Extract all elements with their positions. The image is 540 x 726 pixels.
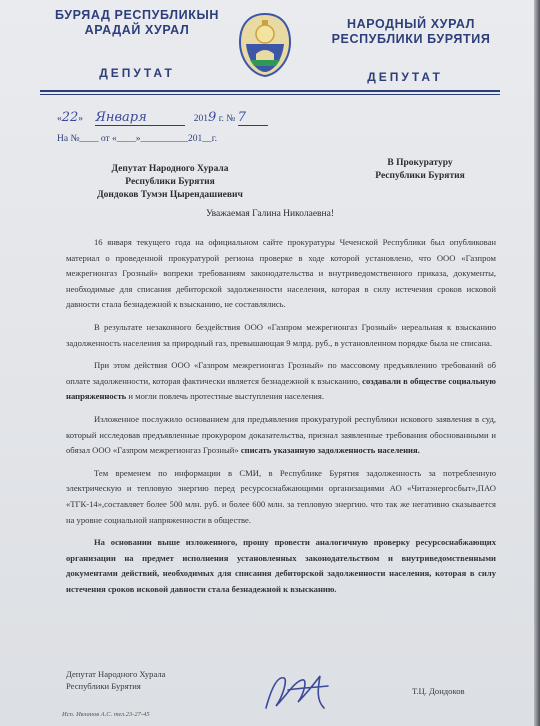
sender-line2: Республики Бурятия [125,177,215,187]
reference-row: На №____ от «____»__________201__г. [57,134,217,144]
date-month: Января [95,110,185,126]
header-right-line1: НАРОДНЫЙ ХУРАЛ [346,17,476,31]
date-year-prefix: 201 [193,114,209,124]
sender-line1: Депутат Народного Хурала [111,164,229,174]
paragraph-3-text-c: и могли повлечь протестные выступления населения. [126,391,325,402]
recipient-line1: В Прокуратуру [387,158,453,168]
letter-body [66,235,496,604]
sender-line3: Дондоков Тумэн Цырендашиевич [97,190,243,200]
header-left [42,8,232,38]
executor-note: Исп. Ивланов А.С. тел.23-27-45 [62,711,150,718]
paragraph-3 [66,358,496,405]
page-edge-shadow [534,0,540,726]
date-number-row [57,110,268,126]
year-number-tail: г. № [218,114,236,124]
paragraph-2: В результате незаконного бездействия ООО «Газпром межрегионгаз Грозный» нереальная к взысканию задолженность населения за природный газ, превышающая 9 млрд. руб., в установленном порядке была не списана. [66,321,496,348]
paragraph-5: Тем временем по информации в СМИ, в Республике Бурятия задолженность за потребленную электрическую и тепловую энергию перед ресурсоснабжающими организациями АО «Читаэнергосбыт»,ПАО «ТГК-14»,составляет более 500 млн. руб. и более 600 млн. за тепловую энергию. что так же негативно сказывается на уровне социальной напряженности в обществе. [66,467,496,525]
header-right-line2: РЕСПУБЛИКИ БУРЯТИЯ [331,32,491,46]
paragraph-6: На основании выше изложенного, прошу провести аналогичную проверку ресурсоснабжающих организации на предмет исполнения установленных законодательством и внутриведомственными документами действий, необходимых для списания дебиторской задолженности населения, которая в силу истечения сроков исковой давности стала безнадежной к взысканию. [66,537,496,594]
recipient-line2: Республики Бурятия [375,171,465,181]
header-divider-bottom [40,94,500,95]
paragraph-1: 16 января текущего года на официальном сайте прокуратуры Чеченской Республики был опубликован материал о проведенной прокуратурой региона проверке в ходе которой установлено, что ООО «Газпром межрегионгаз Грозный» вопреки требованиям законодательства и внутриведомственного приказа, документы, необходимые для списания дебиторской задолженности населения, которая в силу истечения сроков исковой давности стала безнадежной к взысканию, не составлялись. [66,237,496,310]
signoff-line2: Республики Бурятия [66,681,141,691]
deputat-left: ДЕПУТАТ [99,66,175,80]
paragraph-3-bold: создавали в обществе социальную напряженность [66,375,496,402]
recipient-block [350,157,490,183]
sender-block [70,163,270,202]
paragraph-3-text-a: При этом действия ООО «Газпром межрегионгаз Грозный» по массовому предъявлению требований об оплате задолженности, которая фактически является безнадежной к взысканию, [66,360,496,386]
date-day: 22 [61,110,79,125]
handwritten-signature [258,668,338,714]
date-close-quote: » [78,114,84,124]
date-open-quote: « [57,114,62,124]
signoff-title [66,668,165,692]
signoff-line1: Депутат Народного Хурала [66,669,166,679]
deputat-right: ДЕПУТАТ [367,70,443,84]
letter-number: 7 [238,110,268,126]
signoff-name: Т.Ц. Дондоков [412,686,465,696]
header-left-line1: БУРЯАД РЕСПУБЛИКЫН [55,8,219,22]
coat-of-arms-emblem [236,10,294,80]
paragraph-4 [66,412,496,459]
header-left-line2: АРАДАЙ ХУРАЛ [84,23,190,37]
header-divider-top [40,90,500,92]
header-right [316,17,506,47]
date-year-suffix: 9 [208,110,217,125]
salutation: Уважаемая Галина Николаевна! [205,209,335,219]
paragraph-4-bold: списать указанную задолженность населения. [240,445,420,456]
paragraph-4-text-a: Изложенное послужило основанием для предъявления прокуратурой республики искового заявления в суд, который исследовав предъявленные прокурором доказательства, признал заявленные требования обоснованными и обязал ООО «Газпром межрегионгаз Грозный» [66,413,496,456]
